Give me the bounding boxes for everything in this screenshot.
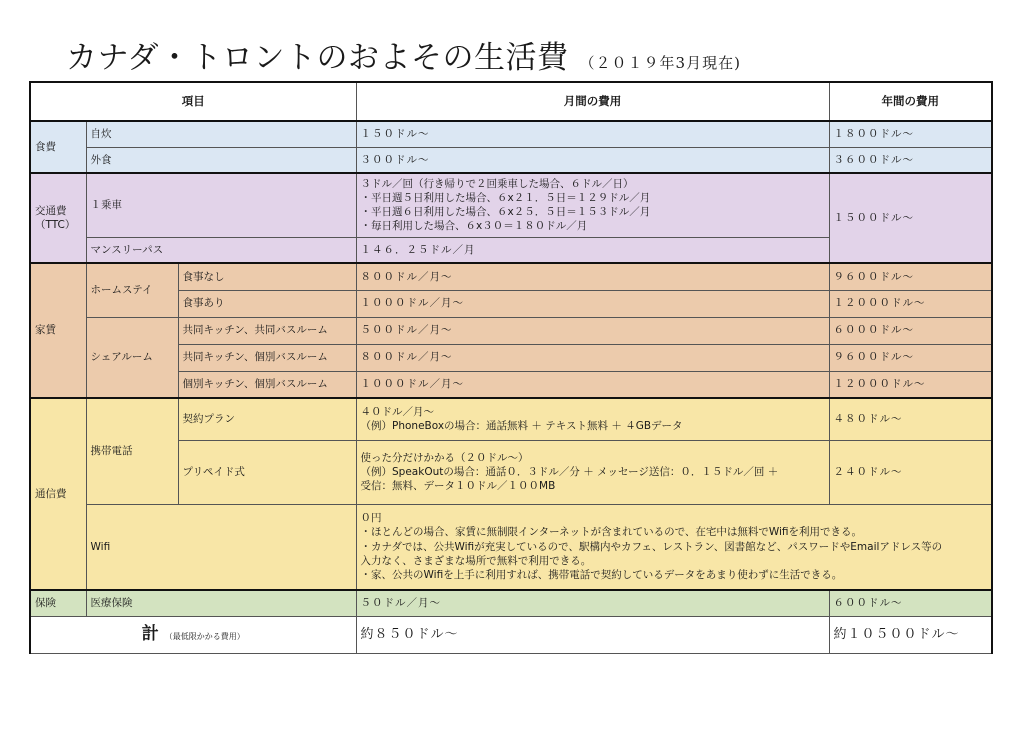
detail-line: ０円 [360, 512, 382, 525]
detail-line: ・平日週６日利用した場合、６x２５．５日＝１５３ドル／月 [360, 206, 651, 219]
detail-line: 入力なく、さまざまな場所で無料で利用できる。 [360, 554, 592, 567]
category-insurance: 保険 [30, 590, 86, 616]
detail-line: ・ほとんどの場合、家賃に無制限インターネットが含まれているので、在宅中は無料でWifiを利用できる。 [360, 526, 863, 539]
row-label: 契約プラン [178, 398, 356, 440]
detail-line: ・家、公共のWifiを上手に利用すれば、携帯電話で契約しているデータをあまり使わずに生活できる。 [360, 569, 843, 581]
row-label: Wifi [86, 504, 356, 590]
header-row [30, 82, 992, 121]
annual-cost: ３６００ドル〜 [829, 147, 992, 173]
category-transport-label: 交通費 [35, 204, 67, 217]
monthly-cost: ８００ドル／月〜 [356, 263, 829, 290]
row-label: 個別キッチン、個別バスルーム [178, 371, 356, 398]
annual-cost: ６００ドル〜 [829, 590, 992, 616]
total-row [30, 616, 992, 653]
row-label: マンスリーパス [86, 237, 356, 263]
category-transport-sub: （TTC） [35, 219, 76, 231]
subcategory-homestay: ホームステイ [86, 263, 178, 317]
monthly-cost-detail [356, 173, 829, 237]
table-row [30, 398, 992, 440]
detail-line: 使った分だけかかる（２０ドル〜） [360, 451, 529, 464]
table-row [30, 263, 992, 290]
table-row [30, 504, 992, 590]
detail-line: ３ドル／回（行き帰りで２回乗車した場合、６ドル／日） [360, 177, 634, 190]
detail-line: ・平日週５日利用した場合、６x２１．５日＝１２９ドル／月 [360, 192, 651, 205]
monthly-cost-detail [356, 504, 992, 590]
detail-line: ・カナダでは、公共Wifiが充実しているので、駅構内やカフェ、レストラン、図書館など、パスワードやEmailアドレス等の [360, 540, 943, 553]
monthly-cost: １５０ドル〜 [356, 121, 829, 147]
monthly-cost: １４６．２５ドル／月 [356, 237, 829, 263]
total-label-text: 計 [141, 624, 159, 645]
table-row [30, 590, 992, 616]
detail-line: （例）SpeakOutの場合：通話０．３ドル／分 ＋ メッセージ送信：０．１５ドル／回 ＋ [360, 465, 779, 478]
category-communication: 通信費 [30, 398, 86, 590]
row-label: １乗車 [86, 173, 356, 237]
annual-cost: １２０００ドル〜 [829, 371, 992, 398]
row-label: 医療保険 [86, 590, 356, 616]
cost-table [29, 81, 993, 654]
category-rent: 家賃 [30, 263, 86, 398]
monthly-cost: ８００ドル／月〜 [356, 344, 829, 371]
monthly-cost: ５００ドル／月〜 [356, 317, 829, 344]
monthly-cost: ３００ドル〜 [356, 147, 829, 173]
annual-cost: ２４０ドル〜 [829, 440, 992, 504]
monthly-cost: ５０ドル／月〜 [356, 590, 829, 616]
annual-cost: ６０００ドル〜 [829, 317, 992, 344]
row-label: 食事あり [178, 290, 356, 317]
category-food: 食費 [30, 121, 86, 173]
table-row [30, 147, 992, 173]
page-title [66, 32, 741, 77]
row-label: 自炊 [86, 121, 356, 147]
table-row [30, 121, 992, 147]
row-label: 外食 [86, 147, 356, 173]
monthly-cost: １０００ドル／月〜 [356, 371, 829, 398]
title-main: カナダ・トロントのおよその生活費 [66, 40, 569, 76]
annual-cost: １２０００ドル〜 [829, 290, 992, 317]
row-label: 共同キッチン、共同バスルーム [178, 317, 356, 344]
monthly-cost-detail [356, 398, 829, 440]
annual-cost: １８００ドル〜 [829, 121, 992, 147]
annual-cost: １５００ドル〜 [829, 173, 992, 263]
annual-cost: ９６００ドル〜 [829, 344, 992, 371]
row-label: 共同キッチン、個別バスルーム [178, 344, 356, 371]
annual-cost: ４８０ドル〜 [829, 398, 992, 440]
total-label [30, 616, 356, 653]
table-row [30, 317, 992, 344]
row-label: プリペイド式 [178, 440, 356, 504]
monthly-cost: １０００ドル／月〜 [356, 290, 829, 317]
annual-cost: ９６００ドル〜 [829, 263, 992, 290]
header-item: 項目 [30, 82, 356, 121]
header-annual: 年間の費用 [829, 82, 992, 121]
subcategory-shareroom: シェアルーム [86, 317, 178, 398]
detail-line: ・毎日利用した場合、６x３０＝１８０ドル／月 [360, 220, 588, 233]
total-monthly: 約８５０ドル〜 [356, 616, 829, 653]
category-transport [30, 173, 86, 263]
detail-line: 受信：無料、データ１０ドル／１００MB [360, 480, 556, 493]
monthly-cost-detail [356, 440, 829, 504]
detail-line: （例）PhoneBoxの場合：通話無料 ＋ テキスト無料 ＋ ４GBデータ [360, 420, 683, 433]
total-annual: 約１０５００ドル〜 [829, 616, 992, 653]
table-row [30, 173, 992, 237]
header-monthly: 月間の費用 [356, 82, 829, 121]
title-date: （２０１９年3月現在) [579, 54, 741, 72]
row-label: 食事なし [178, 263, 356, 290]
detail-line: ４０ドル／月〜 [360, 406, 435, 419]
total-note: （最低限かかる費用） [164, 632, 245, 642]
subcategory-mobile: 携帯電話 [86, 398, 178, 504]
